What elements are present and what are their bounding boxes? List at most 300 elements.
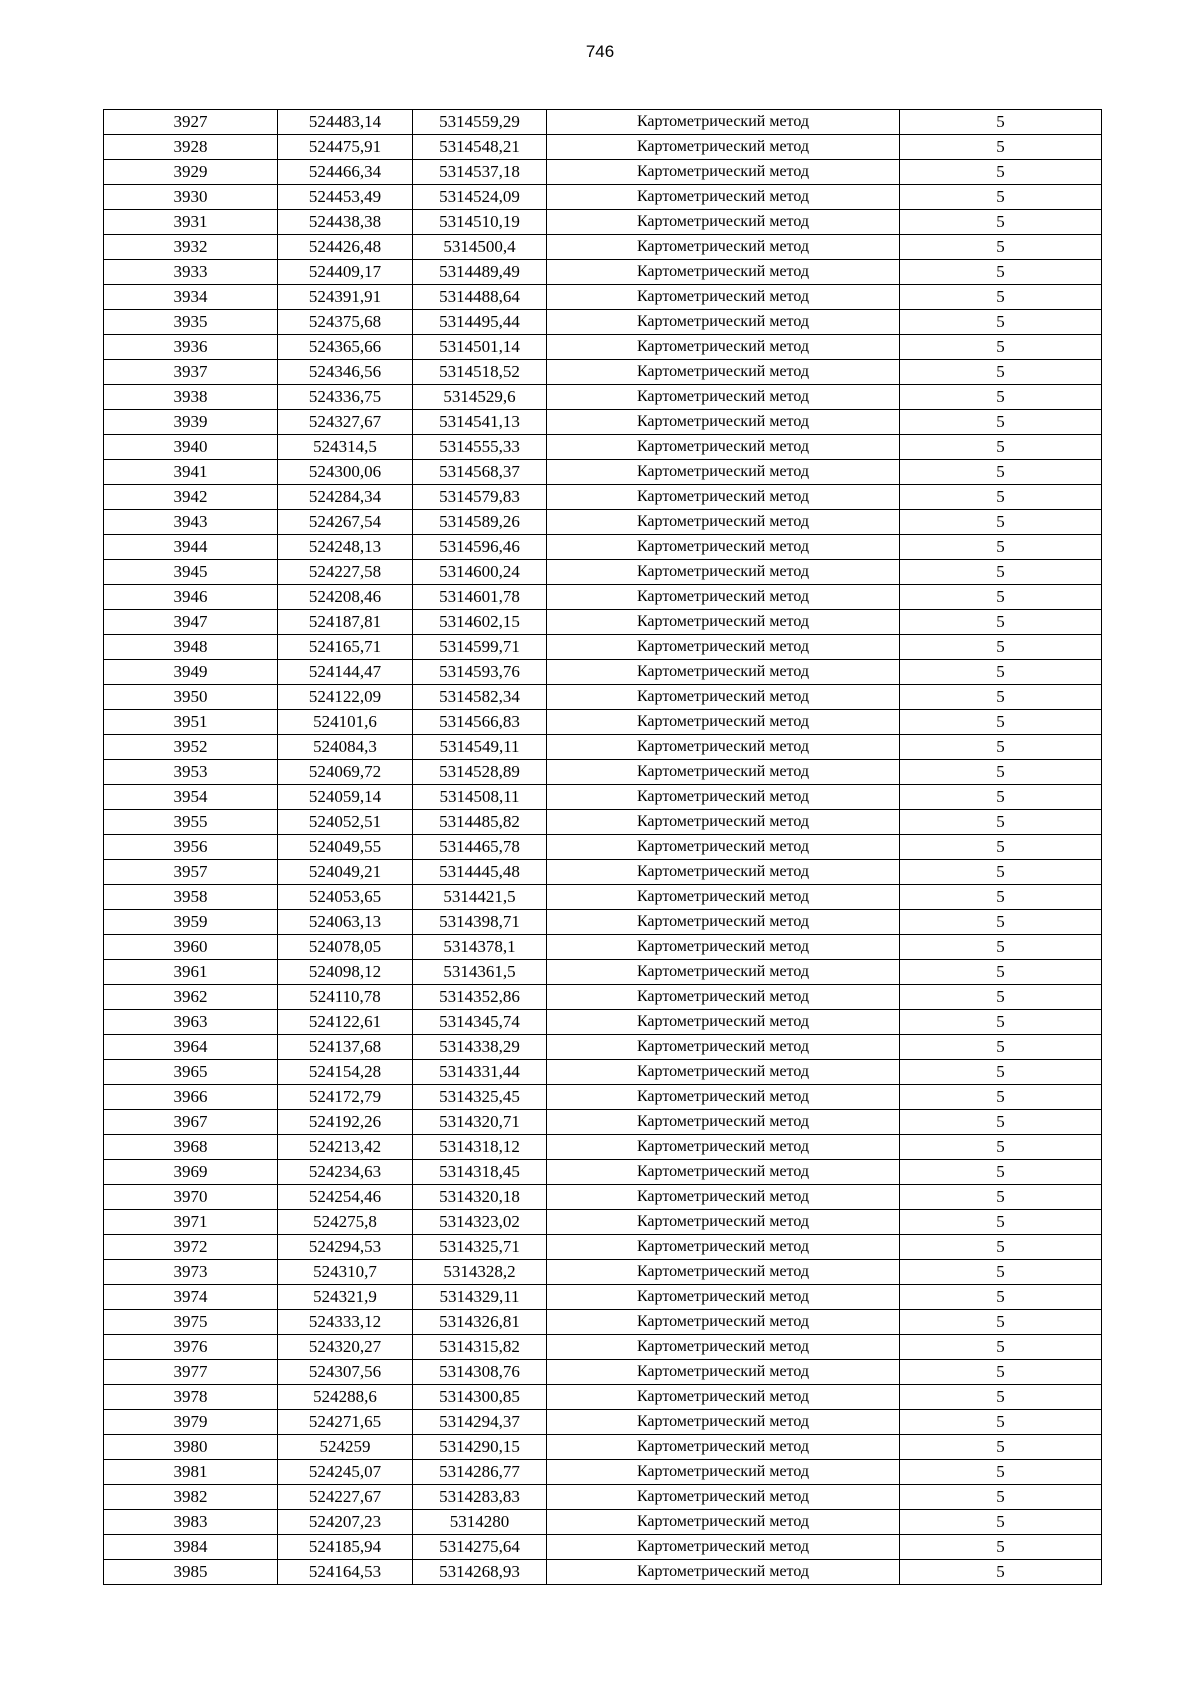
point-number-cell: 3954 bbox=[104, 785, 278, 810]
x-coordinate-cell: 524063,13 bbox=[278, 910, 413, 935]
method-cell: Картометрический метод bbox=[547, 1010, 900, 1035]
point-number-cell: 3962 bbox=[104, 985, 278, 1010]
accuracy-cell: 5 bbox=[900, 810, 1102, 835]
x-coordinate-cell: 524122,09 bbox=[278, 685, 413, 710]
table-row bbox=[104, 1485, 1102, 1510]
accuracy-cell: 5 bbox=[900, 1335, 1102, 1360]
accuracy-cell: 5 bbox=[900, 1085, 1102, 1110]
point-number-cell: 3947 bbox=[104, 610, 278, 635]
y-coordinate-cell: 5314308,76 bbox=[413, 1360, 547, 1385]
y-coordinate-cell: 5314300,85 bbox=[413, 1385, 547, 1410]
point-number-cell: 3974 bbox=[104, 1285, 278, 1310]
method-cell: Картометрический метод bbox=[547, 210, 900, 235]
accuracy-cell: 5 bbox=[900, 1185, 1102, 1210]
x-coordinate-cell: 524049,55 bbox=[278, 835, 413, 860]
accuracy-cell: 5 bbox=[900, 1010, 1102, 1035]
point-number-cell: 3979 bbox=[104, 1410, 278, 1435]
y-coordinate-cell: 5314345,74 bbox=[413, 1010, 547, 1035]
x-coordinate-cell: 524078,05 bbox=[278, 935, 413, 960]
y-coordinate-cell: 5314318,12 bbox=[413, 1135, 547, 1160]
y-coordinate-cell: 5314593,76 bbox=[413, 660, 547, 685]
x-coordinate-cell: 524327,67 bbox=[278, 410, 413, 435]
y-coordinate-cell: 5314582,34 bbox=[413, 685, 547, 710]
point-number-cell: 3933 bbox=[104, 260, 278, 285]
y-coordinate-cell: 5314315,82 bbox=[413, 1335, 547, 1360]
x-coordinate-cell: 524409,17 bbox=[278, 260, 413, 285]
y-coordinate-cell: 5314268,93 bbox=[413, 1560, 547, 1585]
table-row bbox=[104, 985, 1102, 1010]
point-number-cell: 3966 bbox=[104, 1085, 278, 1110]
point-number-cell: 3948 bbox=[104, 635, 278, 660]
x-coordinate-cell: 524137,68 bbox=[278, 1035, 413, 1060]
x-coordinate-cell: 524320,27 bbox=[278, 1335, 413, 1360]
point-number-cell: 3975 bbox=[104, 1310, 278, 1335]
table-row bbox=[104, 635, 1102, 660]
accuracy-cell: 5 bbox=[900, 410, 1102, 435]
accuracy-cell: 5 bbox=[900, 985, 1102, 1010]
table-row bbox=[104, 1135, 1102, 1160]
method-cell: Картометрический метод bbox=[547, 385, 900, 410]
method-cell: Картометрический метод bbox=[547, 1310, 900, 1335]
y-coordinate-cell: 5314596,46 bbox=[413, 535, 547, 560]
x-coordinate-cell: 524110,78 bbox=[278, 985, 413, 1010]
method-cell: Картометрический метод bbox=[547, 1060, 900, 1085]
point-number-cell: 3972 bbox=[104, 1235, 278, 1260]
y-coordinate-cell: 5314445,48 bbox=[413, 860, 547, 885]
point-number-cell: 3936 bbox=[104, 335, 278, 360]
point-number-cell: 3980 bbox=[104, 1435, 278, 1460]
table-row bbox=[104, 860, 1102, 885]
x-coordinate-cell: 524192,26 bbox=[278, 1110, 413, 1135]
method-cell: Картометрический метод bbox=[547, 1510, 900, 1535]
x-coordinate-cell: 524084,3 bbox=[278, 735, 413, 760]
table-row bbox=[104, 1410, 1102, 1435]
table-row bbox=[104, 535, 1102, 560]
point-number-cell: 3970 bbox=[104, 1185, 278, 1210]
y-coordinate-cell: 5314548,21 bbox=[413, 135, 547, 160]
method-cell: Картометрический метод bbox=[547, 885, 900, 910]
method-cell: Картометрический метод bbox=[547, 910, 900, 935]
x-coordinate-cell: 524053,65 bbox=[278, 885, 413, 910]
accuracy-cell: 5 bbox=[900, 935, 1102, 960]
y-coordinate-cell: 5314555,33 bbox=[413, 435, 547, 460]
accuracy-cell: 5 bbox=[900, 385, 1102, 410]
point-number-cell: 3941 bbox=[104, 460, 278, 485]
table-row bbox=[104, 385, 1102, 410]
x-coordinate-cell: 524227,58 bbox=[278, 560, 413, 585]
x-coordinate-cell: 524165,71 bbox=[278, 635, 413, 660]
accuracy-cell: 5 bbox=[900, 1160, 1102, 1185]
accuracy-cell: 5 bbox=[900, 210, 1102, 235]
point-number-cell: 3957 bbox=[104, 860, 278, 885]
accuracy-cell: 5 bbox=[900, 535, 1102, 560]
point-number-cell: 3939 bbox=[104, 410, 278, 435]
accuracy-cell: 5 bbox=[900, 1135, 1102, 1160]
method-cell: Картометрический метод bbox=[547, 1035, 900, 1060]
table-row bbox=[104, 735, 1102, 760]
table-row bbox=[104, 310, 1102, 335]
x-coordinate-cell: 524172,79 bbox=[278, 1085, 413, 1110]
method-cell: Картометрический метод bbox=[547, 1135, 900, 1160]
method-cell: Картометрический метод bbox=[547, 760, 900, 785]
accuracy-cell: 5 bbox=[900, 185, 1102, 210]
accuracy-cell: 5 bbox=[900, 610, 1102, 635]
point-number-cell: 3984 bbox=[104, 1535, 278, 1560]
point-number-cell: 3955 bbox=[104, 810, 278, 835]
method-cell: Картометрический метод bbox=[547, 410, 900, 435]
method-cell: Картометрический метод bbox=[547, 160, 900, 185]
accuracy-cell: 5 bbox=[900, 735, 1102, 760]
x-coordinate-cell: 524375,68 bbox=[278, 310, 413, 335]
x-coordinate-cell: 524254,46 bbox=[278, 1185, 413, 1210]
method-cell: Картометрический метод bbox=[547, 810, 900, 835]
method-cell: Картометрический метод bbox=[547, 1235, 900, 1260]
x-coordinate-cell: 524438,38 bbox=[278, 210, 413, 235]
point-number-cell: 3959 bbox=[104, 910, 278, 935]
accuracy-cell: 5 bbox=[900, 1060, 1102, 1085]
y-coordinate-cell: 5314568,37 bbox=[413, 460, 547, 485]
page-number: 746 bbox=[585, 42, 615, 61]
method-cell: Картометрический метод bbox=[547, 485, 900, 510]
point-number-cell: 3930 bbox=[104, 185, 278, 210]
table-row bbox=[104, 910, 1102, 935]
accuracy-cell: 5 bbox=[900, 1310, 1102, 1335]
x-coordinate-cell: 524052,51 bbox=[278, 810, 413, 835]
x-coordinate-cell: 524314,5 bbox=[278, 435, 413, 460]
accuracy-cell: 5 bbox=[900, 1285, 1102, 1310]
coordinates-table bbox=[103, 109, 1102, 1585]
y-coordinate-cell: 5314541,13 bbox=[413, 410, 547, 435]
table-row bbox=[104, 260, 1102, 285]
x-coordinate-cell: 524059,14 bbox=[278, 785, 413, 810]
y-coordinate-cell: 5314280 bbox=[413, 1510, 547, 1535]
accuracy-cell: 5 bbox=[900, 335, 1102, 360]
y-coordinate-cell: 5314528,89 bbox=[413, 760, 547, 785]
table-row bbox=[104, 1535, 1102, 1560]
point-number-cell: 3969 bbox=[104, 1160, 278, 1185]
y-coordinate-cell: 5314501,14 bbox=[413, 335, 547, 360]
method-cell: Картометрический метод bbox=[547, 935, 900, 960]
table-row bbox=[104, 1310, 1102, 1335]
y-coordinate-cell: 5314518,52 bbox=[413, 360, 547, 385]
point-number-cell: 3928 bbox=[104, 135, 278, 160]
y-coordinate-cell: 5314378,1 bbox=[413, 935, 547, 960]
accuracy-cell: 5 bbox=[900, 560, 1102, 585]
table-row bbox=[104, 685, 1102, 710]
table-row bbox=[104, 1460, 1102, 1485]
accuracy-cell: 5 bbox=[900, 710, 1102, 735]
accuracy-cell: 5 bbox=[900, 485, 1102, 510]
method-cell: Картометрический метод bbox=[547, 1335, 900, 1360]
y-coordinate-cell: 5314599,71 bbox=[413, 635, 547, 660]
x-coordinate-cell: 524310,7 bbox=[278, 1260, 413, 1285]
table-row bbox=[104, 710, 1102, 735]
point-number-cell: 3940 bbox=[104, 435, 278, 460]
x-coordinate-cell: 524144,47 bbox=[278, 660, 413, 685]
y-coordinate-cell: 5314566,83 bbox=[413, 710, 547, 735]
x-coordinate-cell: 524187,81 bbox=[278, 610, 413, 635]
table-row bbox=[104, 335, 1102, 360]
table-row bbox=[104, 285, 1102, 310]
x-coordinate-cell: 524466,34 bbox=[278, 160, 413, 185]
method-cell: Картометрический метод bbox=[547, 1435, 900, 1460]
x-coordinate-cell: 524321,9 bbox=[278, 1285, 413, 1310]
y-coordinate-cell: 5314275,64 bbox=[413, 1535, 547, 1560]
point-number-cell: 3950 bbox=[104, 685, 278, 710]
point-number-cell: 3944 bbox=[104, 535, 278, 560]
y-coordinate-cell: 5314323,02 bbox=[413, 1210, 547, 1235]
table-row bbox=[104, 1010, 1102, 1035]
y-coordinate-cell: 5314283,83 bbox=[413, 1485, 547, 1510]
point-number-cell: 3973 bbox=[104, 1260, 278, 1285]
point-number-cell: 3956 bbox=[104, 835, 278, 860]
point-number-cell: 3951 bbox=[104, 710, 278, 735]
method-cell: Картометрический метод bbox=[547, 710, 900, 735]
y-coordinate-cell: 5314352,86 bbox=[413, 985, 547, 1010]
method-cell: Картометрический метод bbox=[547, 685, 900, 710]
accuracy-cell: 5 bbox=[900, 635, 1102, 660]
point-number-cell: 3935 bbox=[104, 310, 278, 335]
y-coordinate-cell: 5314485,82 bbox=[413, 810, 547, 835]
point-number-cell: 3960 bbox=[104, 935, 278, 960]
method-cell: Картометрический метод bbox=[547, 460, 900, 485]
x-coordinate-cell: 524346,56 bbox=[278, 360, 413, 385]
x-coordinate-cell: 524336,75 bbox=[278, 385, 413, 410]
method-cell: Картометрический метод bbox=[547, 335, 900, 360]
accuracy-cell: 5 bbox=[900, 460, 1102, 485]
y-coordinate-cell: 5314489,49 bbox=[413, 260, 547, 285]
method-cell: Картометрический метод bbox=[547, 1535, 900, 1560]
point-number-cell: 3937 bbox=[104, 360, 278, 385]
y-coordinate-cell: 5314294,37 bbox=[413, 1410, 547, 1435]
y-coordinate-cell: 5314465,78 bbox=[413, 835, 547, 860]
y-coordinate-cell: 5314524,09 bbox=[413, 185, 547, 210]
method-cell: Картометрический метод bbox=[547, 960, 900, 985]
x-coordinate-cell: 524245,07 bbox=[278, 1460, 413, 1485]
accuracy-cell: 5 bbox=[900, 685, 1102, 710]
point-number-cell: 3981 bbox=[104, 1460, 278, 1485]
table-row bbox=[104, 1060, 1102, 1085]
point-number-cell: 3968 bbox=[104, 1135, 278, 1160]
x-coordinate-cell: 524101,6 bbox=[278, 710, 413, 735]
table-row bbox=[104, 785, 1102, 810]
x-coordinate-cell: 524259 bbox=[278, 1435, 413, 1460]
method-cell: Картометрический метод bbox=[547, 1560, 900, 1585]
method-cell: Картометрический метод bbox=[547, 985, 900, 1010]
accuracy-cell: 5 bbox=[900, 760, 1102, 785]
y-coordinate-cell: 5314549,11 bbox=[413, 735, 547, 760]
point-number-cell: 3967 bbox=[104, 1110, 278, 1135]
table-row bbox=[104, 1285, 1102, 1310]
x-coordinate-cell: 524333,12 bbox=[278, 1310, 413, 1335]
x-coordinate-cell: 524069,72 bbox=[278, 760, 413, 785]
x-coordinate-cell: 524098,12 bbox=[278, 960, 413, 985]
method-cell: Картометрический метод bbox=[547, 110, 900, 135]
point-number-cell: 3971 bbox=[104, 1210, 278, 1235]
table-row bbox=[104, 235, 1102, 260]
accuracy-cell: 5 bbox=[900, 585, 1102, 610]
method-cell: Картометрический метод bbox=[547, 260, 900, 285]
accuracy-cell: 5 bbox=[900, 235, 1102, 260]
method-cell: Картометрический метод bbox=[547, 860, 900, 885]
method-cell: Картометрический метод bbox=[547, 1160, 900, 1185]
x-coordinate-cell: 524207,23 bbox=[278, 1510, 413, 1535]
method-cell: Картометрический метод bbox=[547, 610, 900, 635]
point-number-cell: 3963 bbox=[104, 1010, 278, 1035]
coordinates-table-body bbox=[104, 110, 1102, 1585]
accuracy-cell: 5 bbox=[900, 1385, 1102, 1410]
accuracy-cell: 5 bbox=[900, 1110, 1102, 1135]
accuracy-cell: 5 bbox=[900, 160, 1102, 185]
accuracy-cell: 5 bbox=[900, 360, 1102, 385]
accuracy-cell: 5 bbox=[900, 785, 1102, 810]
point-number-cell: 3938 bbox=[104, 385, 278, 410]
method-cell: Картометрический метод bbox=[547, 1210, 900, 1235]
x-coordinate-cell: 524122,61 bbox=[278, 1010, 413, 1035]
y-coordinate-cell: 5314320,18 bbox=[413, 1185, 547, 1210]
x-coordinate-cell: 524164,53 bbox=[278, 1560, 413, 1585]
table-row bbox=[104, 1235, 1102, 1260]
x-coordinate-cell: 524453,49 bbox=[278, 185, 413, 210]
x-coordinate-cell: 524483,14 bbox=[278, 110, 413, 135]
y-coordinate-cell: 5314500,4 bbox=[413, 235, 547, 260]
point-number-cell: 3932 bbox=[104, 235, 278, 260]
y-coordinate-cell: 5314579,83 bbox=[413, 485, 547, 510]
table-row bbox=[104, 1335, 1102, 1360]
accuracy-cell: 5 bbox=[900, 1410, 1102, 1435]
table-row bbox=[104, 1210, 1102, 1235]
accuracy-cell: 5 bbox=[900, 1485, 1102, 1510]
table-row bbox=[104, 185, 1102, 210]
y-coordinate-cell: 5314328,2 bbox=[413, 1260, 547, 1285]
accuracy-cell: 5 bbox=[900, 960, 1102, 985]
point-number-cell: 3942 bbox=[104, 485, 278, 510]
point-number-cell: 3945 bbox=[104, 560, 278, 585]
table-row bbox=[104, 360, 1102, 385]
x-coordinate-cell: 524475,91 bbox=[278, 135, 413, 160]
table-row bbox=[104, 585, 1102, 610]
method-cell: Картометрический метод bbox=[547, 1385, 900, 1410]
y-coordinate-cell: 5314286,77 bbox=[413, 1460, 547, 1485]
table-row bbox=[104, 885, 1102, 910]
accuracy-cell: 5 bbox=[900, 1260, 1102, 1285]
table-row bbox=[104, 835, 1102, 860]
table-row bbox=[104, 1035, 1102, 1060]
point-number-cell: 3953 bbox=[104, 760, 278, 785]
point-number-cell: 3949 bbox=[104, 660, 278, 685]
accuracy-cell: 5 bbox=[900, 1435, 1102, 1460]
method-cell: Картометрический метод bbox=[547, 285, 900, 310]
table-row bbox=[104, 1510, 1102, 1535]
table-row bbox=[104, 1435, 1102, 1460]
method-cell: Картометрический метод bbox=[547, 735, 900, 760]
method-cell: Картометрический метод bbox=[547, 1410, 900, 1435]
table-row bbox=[104, 1385, 1102, 1410]
x-coordinate-cell: 524288,6 bbox=[278, 1385, 413, 1410]
y-coordinate-cell: 5314602,15 bbox=[413, 610, 547, 635]
accuracy-cell: 5 bbox=[900, 860, 1102, 885]
accuracy-cell: 5 bbox=[900, 510, 1102, 535]
accuracy-cell: 5 bbox=[900, 1560, 1102, 1585]
y-coordinate-cell: 5314589,26 bbox=[413, 510, 547, 535]
x-coordinate-cell: 524391,91 bbox=[278, 285, 413, 310]
x-coordinate-cell: 524185,94 bbox=[278, 1535, 413, 1560]
accuracy-cell: 5 bbox=[900, 135, 1102, 160]
y-coordinate-cell: 5314559,29 bbox=[413, 110, 547, 135]
y-coordinate-cell: 5314508,11 bbox=[413, 785, 547, 810]
method-cell: Картометрический метод bbox=[547, 1260, 900, 1285]
method-cell: Картометрический метод bbox=[547, 310, 900, 335]
y-coordinate-cell: 5314320,71 bbox=[413, 1110, 547, 1135]
y-coordinate-cell: 5314529,6 bbox=[413, 385, 547, 410]
method-cell: Картометрический метод bbox=[547, 235, 900, 260]
accuracy-cell: 5 bbox=[900, 1210, 1102, 1235]
y-coordinate-cell: 5314601,78 bbox=[413, 585, 547, 610]
point-number-cell: 3958 bbox=[104, 885, 278, 910]
point-number-cell: 3946 bbox=[104, 585, 278, 610]
method-cell: Картометрический метод bbox=[547, 785, 900, 810]
point-number-cell: 3983 bbox=[104, 1510, 278, 1535]
accuracy-cell: 5 bbox=[900, 285, 1102, 310]
x-coordinate-cell: 524227,67 bbox=[278, 1485, 413, 1510]
point-number-cell: 3982 bbox=[104, 1485, 278, 1510]
method-cell: Картометрический метод bbox=[547, 1285, 900, 1310]
y-coordinate-cell: 5314325,45 bbox=[413, 1085, 547, 1110]
x-coordinate-cell: 524307,56 bbox=[278, 1360, 413, 1385]
point-number-cell: 3934 bbox=[104, 285, 278, 310]
method-cell: Картометрический метод bbox=[547, 535, 900, 560]
accuracy-cell: 5 bbox=[900, 435, 1102, 460]
x-coordinate-cell: 524294,53 bbox=[278, 1235, 413, 1260]
point-number-cell: 3961 bbox=[104, 960, 278, 985]
method-cell: Картометрический метод bbox=[547, 560, 900, 585]
table-row bbox=[104, 485, 1102, 510]
point-number-cell: 3952 bbox=[104, 735, 278, 760]
method-cell: Картометрический метод bbox=[547, 835, 900, 860]
method-cell: Картометрический метод bbox=[547, 1360, 900, 1385]
accuracy-cell: 5 bbox=[900, 1535, 1102, 1560]
table-row bbox=[104, 1260, 1102, 1285]
table-row bbox=[104, 610, 1102, 635]
method-cell: Картометрический метод bbox=[547, 135, 900, 160]
x-coordinate-cell: 524275,8 bbox=[278, 1210, 413, 1235]
point-number-cell: 3977 bbox=[104, 1360, 278, 1385]
table-row bbox=[104, 935, 1102, 960]
x-coordinate-cell: 524426,48 bbox=[278, 235, 413, 260]
table-row bbox=[104, 960, 1102, 985]
y-coordinate-cell: 5314510,19 bbox=[413, 210, 547, 235]
method-cell: Картометрический метод bbox=[547, 510, 900, 535]
accuracy-cell: 5 bbox=[900, 260, 1102, 285]
point-number-cell: 3978 bbox=[104, 1385, 278, 1410]
table-row bbox=[104, 660, 1102, 685]
y-coordinate-cell: 5314318,45 bbox=[413, 1160, 547, 1185]
method-cell: Картометрический метод bbox=[547, 1485, 900, 1510]
point-number-cell: 3927 bbox=[104, 110, 278, 135]
y-coordinate-cell: 5314600,24 bbox=[413, 560, 547, 585]
accuracy-cell: 5 bbox=[900, 1510, 1102, 1535]
method-cell: Картометрический метод bbox=[547, 1085, 900, 1110]
accuracy-cell: 5 bbox=[900, 1360, 1102, 1385]
accuracy-cell: 5 bbox=[900, 910, 1102, 935]
y-coordinate-cell: 5314290,15 bbox=[413, 1435, 547, 1460]
point-number-cell: 3931 bbox=[104, 210, 278, 235]
point-number-cell: 3929 bbox=[104, 160, 278, 185]
x-coordinate-cell: 524267,54 bbox=[278, 510, 413, 535]
table-row bbox=[104, 560, 1102, 585]
table-row bbox=[104, 210, 1102, 235]
table-row bbox=[104, 135, 1102, 160]
